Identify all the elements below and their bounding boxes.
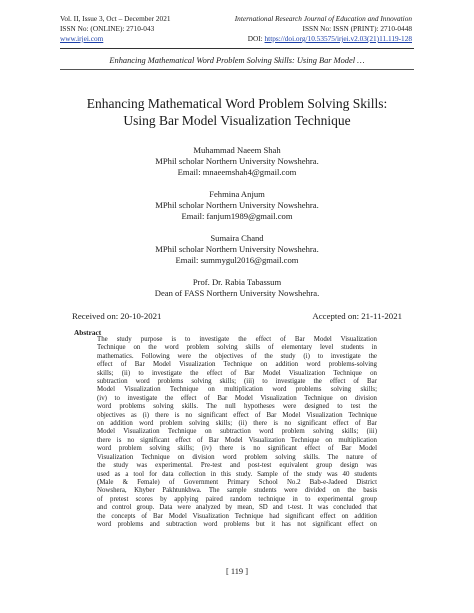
running-title: Enhancing Mathematical Word Problem Solving Skills: Using Bar Model … — [109, 56, 365, 65]
author-email: Email: summygul2016@gmail.com — [175, 255, 299, 265]
author-name: Muhammad Naeem Shah — [193, 145, 281, 155]
abstract-line: used as a tool for data collection in this study. Sample of the study was 40 students — [97, 470, 377, 478]
author-email: Email: fanjum1989@gmail.com — [181, 211, 293, 221]
page-number: [ 119 ] — [225, 567, 249, 576]
author-block — [0, 277, 474, 299]
volume-issue: Vol. II, Issue 3, Oct – December 2021 — [60, 14, 171, 23]
author-affiliation: Dean of FASS Northern University Nowshehra. — [154, 288, 320, 298]
author-affiliation: MPhil scholar Northern University Nowshehra. — [155, 244, 319, 254]
accepted-date: Accepted on: 21-11-2021 — [312, 311, 402, 321]
abstract-line: Visualization Technique on division word problem solving skills. The nature of — [97, 453, 377, 461]
abstract-line: word problems solving skills. The null hypotheses were designed to test the — [97, 403, 377, 411]
author-block — [0, 233, 474, 266]
header-divider — [60, 48, 414, 49]
abstract-line: the concepts of Bar Model Visualization Technique had significant effect on addition — [97, 512, 377, 520]
doi-link[interactable]: https://doi.org/10.53575/irjei.v2.03(21)11.119-128 — [264, 34, 412, 43]
abstract-line: word problem solving skills; (iv) there is no significant effect of Bar Model — [97, 445, 377, 453]
issn-online: ISSN No: (ONLINE): 2710-043 — [60, 24, 155, 33]
journal-name: International Research Journal of Education and Innovation — [234, 14, 412, 23]
author-name: Fehmina Anjum — [209, 189, 265, 199]
author-block — [0, 145, 474, 178]
author-affiliation: MPhil scholar Northern University Nowshehra. — [155, 200, 319, 210]
paper-title — [30, 95, 444, 129]
abstract-line: word problems and subtraction word problems but it has not significant effect on — [97, 520, 377, 528]
abstract-line: subtraction word problems solving skills; (iii) to investigate the effect of Bar — [97, 378, 377, 386]
issn-print: ISSN No: ISSN (PRINT): 2710-0448 — [302, 24, 412, 33]
abstract-line: The study purpose is to investigate the effect of Bar Model Visualization — [97, 336, 377, 343]
running-title-divider — [60, 69, 414, 70]
received-date: Received on: 20-10-2021 — [72, 311, 162, 321]
author-block — [0, 189, 474, 222]
author-name: Sumaira Chand — [210, 233, 264, 243]
abstract-line: and control group. Data were analyzed by mean, SD and t-test. It was concluded that — [97, 504, 377, 512]
submission-dates — [72, 311, 402, 321]
abstract-line: Model Visualization Technique on multiplication word problems solving skills; — [97, 386, 377, 394]
title-line-2: Using Bar Model Visualization Technique — [123, 113, 351, 128]
author-email: Email: mnaeemshah4@gmail.com — [177, 167, 297, 177]
abstract-line: Technique on the word problem solving skills of elementary level students in — [97, 344, 377, 352]
abstract-line: there is no significant effect of Bar Model Visualization Technique on multiplication — [97, 436, 377, 444]
author-list — [0, 145, 474, 310]
abstract-line: mathematics. Following were the objectives of the study (i) to investigate the — [97, 352, 377, 360]
abstract-line: Nowshera, Khyber Pakhtunkhwa. The sample students were divided on the basis — [97, 487, 377, 495]
journal-header-left — [60, 14, 171, 44]
abstract-text — [97, 336, 377, 529]
author-name: Prof. Dr. Rabia Tabassum — [192, 277, 282, 287]
doi-prefix: DOI: — [247, 34, 265, 43]
doi-line — [235, 34, 412, 44]
abstract-line: Model Visualization Technique on subtraction word problem solving skills; (iii) — [97, 428, 377, 436]
journal-header-right — [235, 14, 412, 44]
abstract-line: objectives as (i) there is no significant effect of Bar Model Visualization Technique — [97, 411, 377, 419]
abstract-line: (iv) to investigate the effect of Bar Model Visualization Technique on division — [97, 394, 377, 402]
abstract-line: (Male & Female) of Government Primary School No.2 Bab-e-Jadeed District — [97, 478, 377, 486]
author-affiliation: MPhil scholar Northern University Nowshehra. — [155, 156, 319, 166]
title-line-1: Enhancing Mathematical Word Problem Solving Skills: — [86, 96, 388, 111]
abstract-line: the study was experimental. Pre-test and post-test equivalent group design was — [97, 462, 377, 470]
abstract-line: skills; (ii) to investigate the effect of Bar Model Visualization Technique on — [97, 369, 377, 377]
abstract-line: on addition word problem solving skills; (ii) there is no significant effect of Bar — [97, 420, 377, 428]
journal-website-link[interactable]: www.irjei.com — [60, 34, 104, 43]
abstract-line: effect of Bar Model Visualization Technique on addition word problems-solving — [97, 361, 377, 369]
abstract-line: of pretest scores by applying paired random technique in to experimental group — [97, 495, 377, 503]
abstract-heading: Abstract — [74, 328, 102, 337]
